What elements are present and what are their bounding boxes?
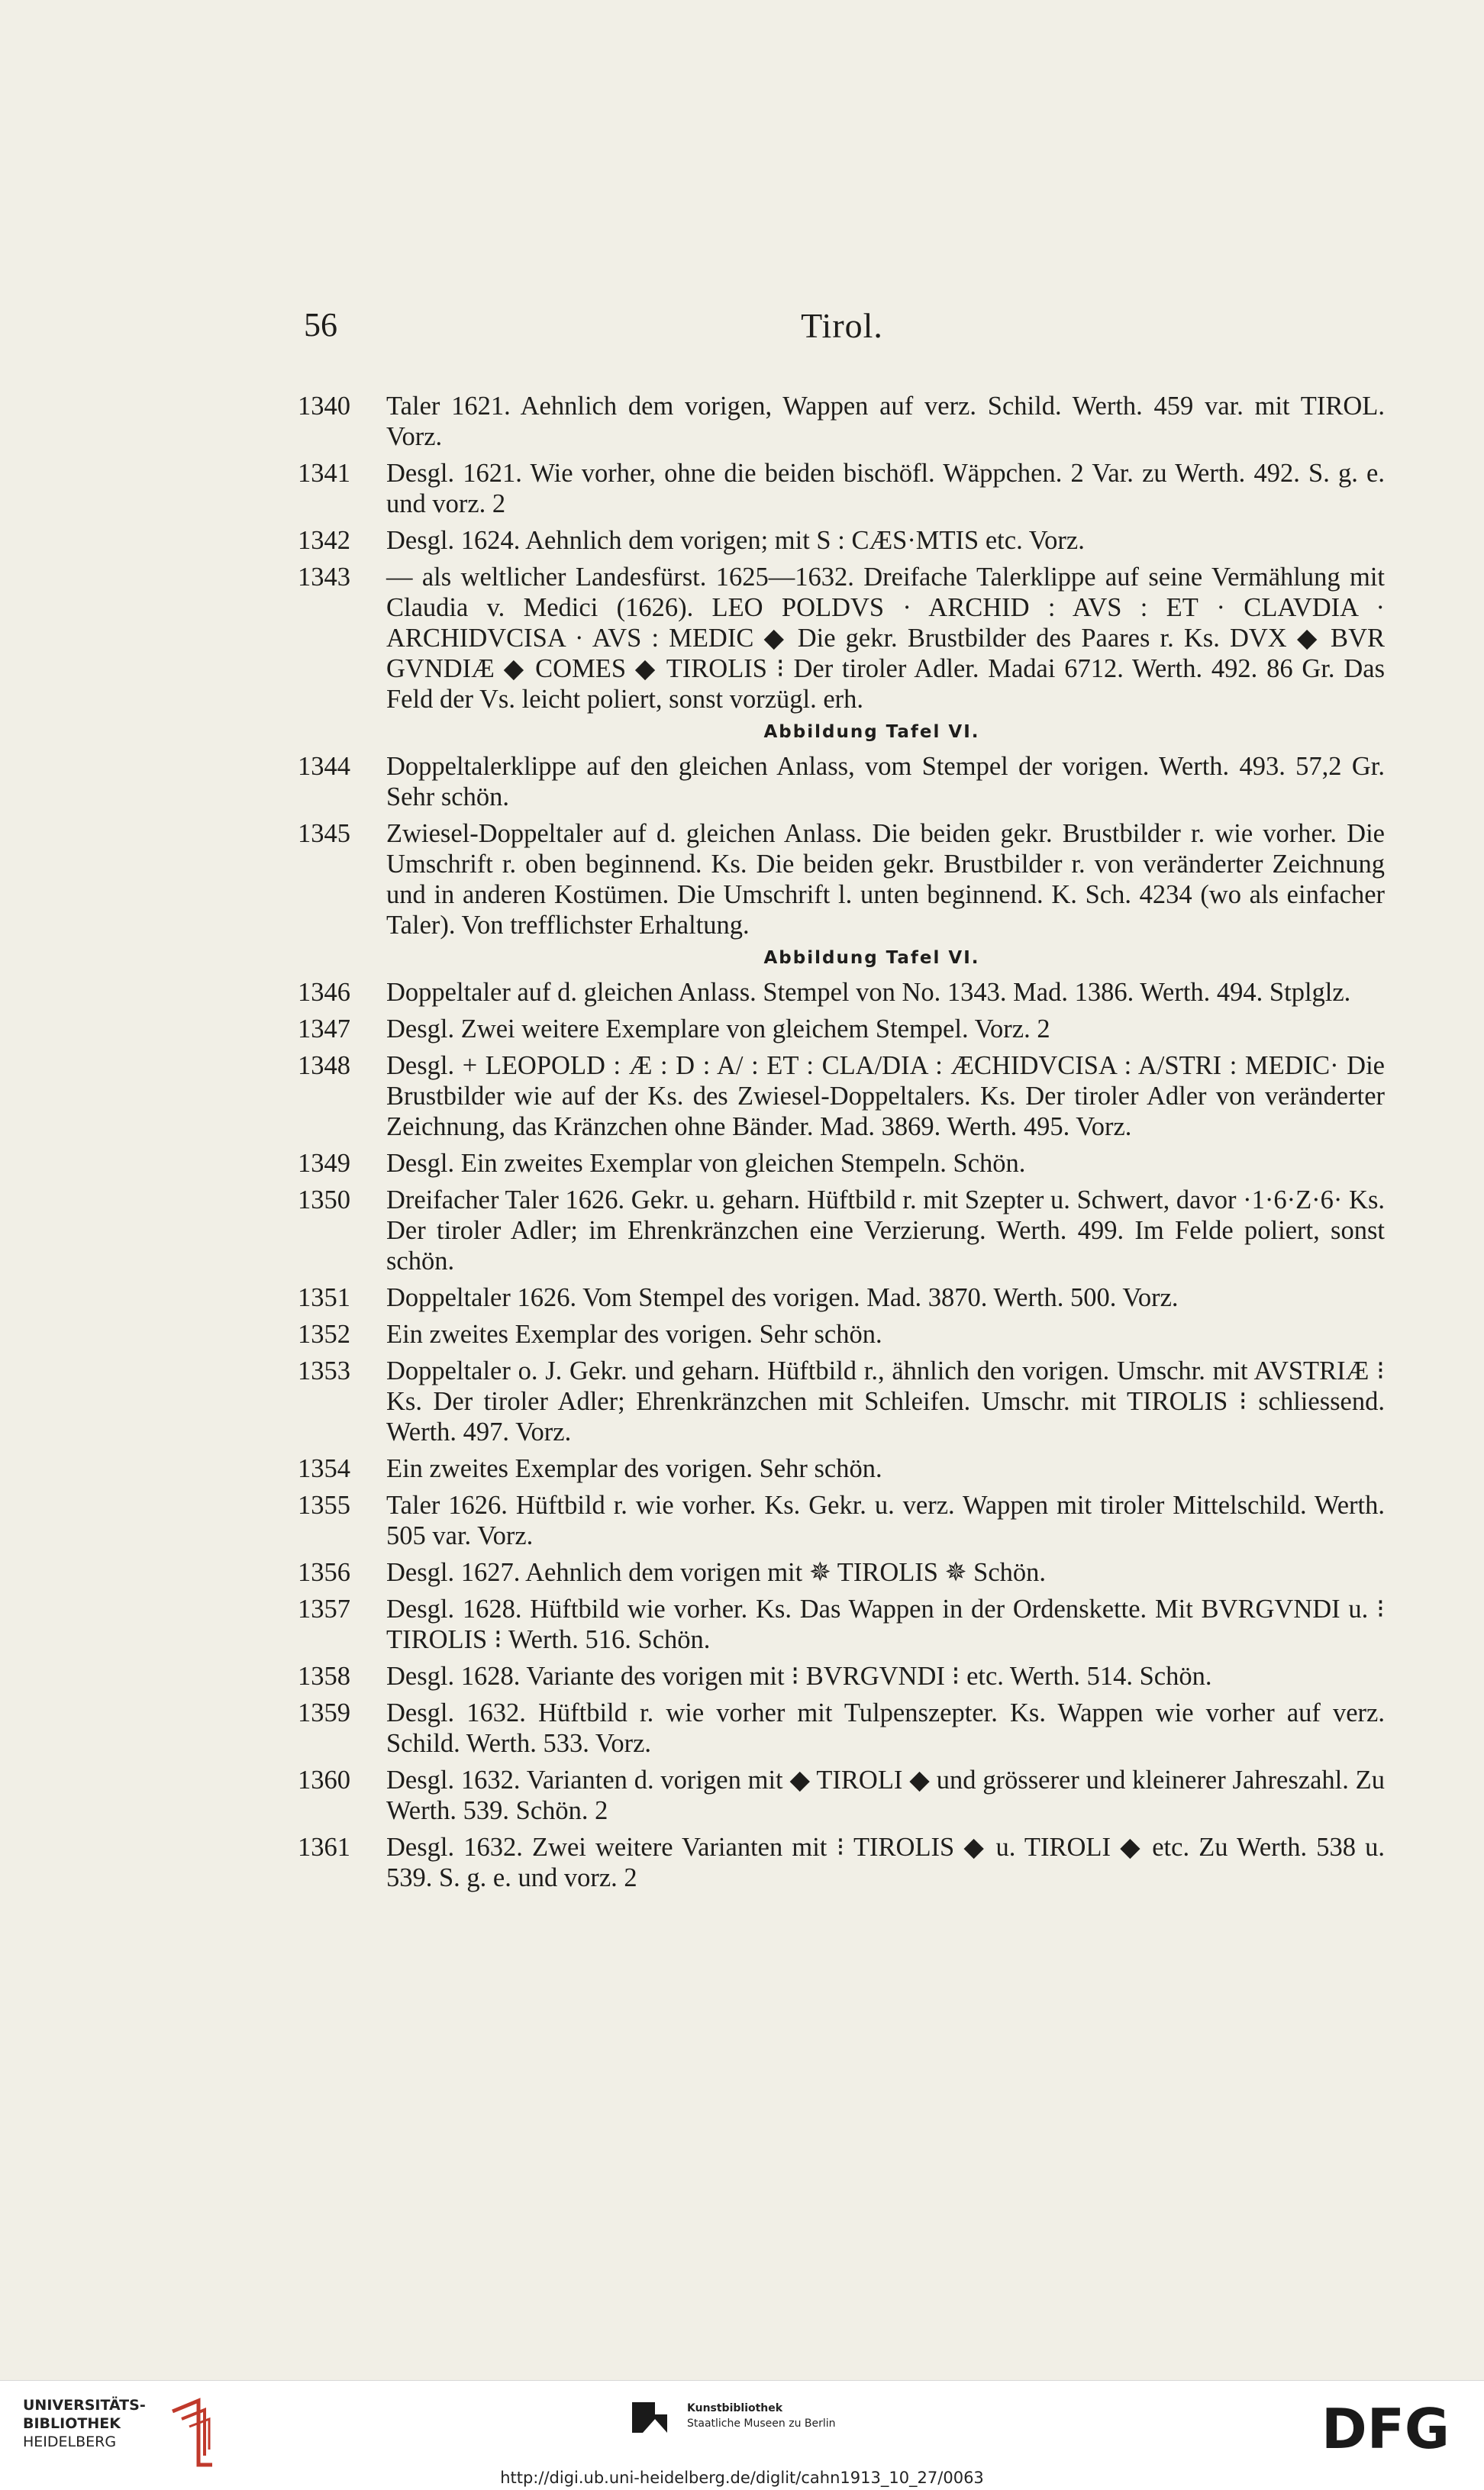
entry-number: 1352 <box>298 1320 350 1349</box>
kunstbibliothek-logo[interactable] <box>632 2398 861 2451</box>
ub-mark-icon <box>168 2396 217 2472</box>
entry-number: 1353 <box>298 1356 350 1385</box>
entry-text: Desgl. 1632. Varianten d. vorigen mit ◆ TIROLI ◆ und grösserer und kleinerer Jahreszahl. Zu Werth. 539. Schön. 2 <box>386 1766 1385 1825</box>
dfg-logo[interactable] <box>1313 2398 1458 2459</box>
kunstbibliothek-subtitle: Staatliche Museen zu Berlin <box>687 2417 836 2430</box>
entry-number: 1341 <box>298 459 350 488</box>
page-number: 56 <box>304 306 337 344</box>
entry-number: 1345 <box>298 819 350 848</box>
catalog-entry <box>298 525 1385 556</box>
catalog-entry <box>298 1319 1385 1350</box>
catalog-entry <box>298 1453 1385 1484</box>
catalog-entry <box>298 1557 1385 1588</box>
catalog-entry <box>298 562 1385 714</box>
entry-number: 1347 <box>298 1014 350 1043</box>
entry-text: Taler 1621. Aehnlich dem vorigen, Wappen auf verz. Schild. Werth. 459 var. mit TIROL. Vorz. <box>386 392 1385 451</box>
entry-text: Desgl. Zwei weitere Exemplare von gleichem Stempel. Vorz. 2 <box>386 1014 1050 1043</box>
entry-number: 1344 <box>298 752 350 781</box>
entry-number: 1357 <box>298 1595 350 1624</box>
entry-text: Doppeltaler o. J. Gekr. und geharn. Hüftbild r., ähnlich den vorigen. Umschr. mit AVSTRIÆ ⁝ Ks. Der tiroler Adler; Ehrenkränzchen mit Schleifen. Umschr. mit TIROLIS ⁝ schliessend. Werth. 497. Vorz. <box>386 1356 1385 1447</box>
entry-number: 1343 <box>298 563 350 592</box>
entry-text: Desgl. 1632. Hüftbild r. wie vorher mit Tulpenszepter. Ks. Wappen wie vorher auf verz. Schild. Werth. 533. Vorz. <box>386 1698 1385 1758</box>
library-line: BIBLIOTHEK <box>23 2415 121 2432</box>
catalog-entry <box>298 1185 1385 1276</box>
entry-number: 1354 <box>298 1454 350 1483</box>
entry-text: Desgl. + LEOPOLD : Æ : D : A/ : ET : CLA/DIA : ÆCHIDVCISA : A/STRI : MEDIC· Die Brustbilder wie auf der Ks. des Zwiesel-Doppeltalers. Ks. Der tiroler Adler von veränderter Zeichnung, das Kränzchen ohne Bänder. Mad. 3869. Werth. 495. Vorz. <box>386 1051 1385 1141</box>
entry-number: 1350 <box>298 1185 350 1214</box>
ub-heidelberg-logo[interactable] <box>23 2396 214 2465</box>
entry-text: Dreifacher Taler 1626. Gekr. u. geharn. Hüftbild r. mit Szepter u. Schwert, davor ·1·6·Z·6· Ks. Der tiroler Adler; im Ehrenkränzchen eine Verzierung. Werth. 499. Im Felde poliert, sonst schön. <box>386 1185 1385 1276</box>
library-line: UNIVERSITÄTS- <box>23 2397 146 2414</box>
plate-reference: Abbildung Tafel VI. <box>763 948 980 968</box>
plate-reference: Abbildung Tafel VI. <box>763 722 980 742</box>
catalog-entry <box>298 1050 1385 1142</box>
catalog-entry <box>298 1698 1385 1759</box>
entry-number: 1360 <box>298 1766 350 1795</box>
entry-number: 1355 <box>298 1491 350 1520</box>
entry-number: 1359 <box>298 1698 350 1727</box>
entry-number: 1348 <box>298 1051 350 1080</box>
entry-text: Desgl. 1627. Aehnlich dem vorigen mit ✵ TIROLIS ✵ Schön. <box>386 1558 1047 1587</box>
entry-text: Desgl. Ein zweites Exemplar von gleichen Stempeln. Schön. <box>386 1149 1026 1178</box>
entry-number: 1361 <box>298 1833 350 1862</box>
catalog-entry <box>298 1282 1385 1313</box>
entry-number: 1346 <box>298 978 350 1007</box>
entry-number: 1356 <box>298 1558 350 1587</box>
catalog-entry <box>298 1148 1385 1179</box>
entry-text: — als weltlicher Landesfürst. 1625—1632. Dreifache Talerklippe auf seine Vermählung mit Claudia v. Medici (1626). LEO POLDVS · ARCHID : AVS : ET · CLAVDIA · ARCHIDVCISA · AVS : MEDIC ◆ Die gekr. Brustbilder des Paares r. Ks. DVX ◆ BVR GVNDIÆ ◆ COMES ◆ TIROLIS ⁝ Der tiroler Adler. Madai 6712. Werth. 492. 86 Gr. Das Feld der Vs. leicht poliert, sonst vorzügl. erh. <box>386 563 1385 714</box>
catalog-entry <box>298 1765 1385 1826</box>
entry-text: Desgl. 1621. Wie vorher, ohne die beiden bischöfl. Wäppchen. 2 Var. zu Werth. 492. S. g. e. und vorz. 2 <box>386 459 1385 518</box>
entry-text: Doppeltaler 1626. Vom Stempel des vorigen. Mad. 3870. Werth. 500. Vorz. <box>386 1283 1179 1312</box>
footer-bar <box>0 2380 1484 2490</box>
catalog-entry <box>298 1594 1385 1655</box>
entry-text: Ein zweites Exemplar des vorigen. Sehr schön. <box>386 1320 882 1349</box>
entry-text: Taler 1626. Hüftbild r. wie vorher. Ks. Gekr. u. verz. Wappen mit tiroler Mittelschild. Werth. 505 var. Vorz. <box>386 1491 1385 1550</box>
dfg-wordmark: DFG <box>1321 2398 1450 2459</box>
catalog-entry <box>298 1661 1385 1692</box>
entry-text: Doppeltalerklippe auf den gleichen Anlass, vom Stempel der vorigen. Werth. 493. 57,2 Gr. Sehr schön. <box>386 752 1385 811</box>
catalog-entry <box>298 391 1385 452</box>
entry-number: 1358 <box>298 1662 350 1691</box>
entry-text: Desgl. 1628. Variante des vorigen mit ⁝ BVRGVNDI ⁝ etc. Werth. 514. Schön. <box>386 1662 1212 1691</box>
catalog-entry <box>298 751 1385 812</box>
entry-text: Desgl. 1632. Zwei weitere Varianten mit ⁝ TIROLIS ◆ u. TIROLI ◆ etc. Zu Werth. 538 u. 539. S. g. e. und vorz. 2 <box>386 1833 1385 1892</box>
catalog-entry <box>298 458 1385 519</box>
page-header <box>304 305 1380 359</box>
entry-text: Desgl. 1628. Hüftbild wie vorher. Ks. Das Wappen in der Ordenskette. Mit BVRGVNDI u. ⁝ TIROLIS ⁝ Werth. 516. Schön. <box>386 1595 1385 1654</box>
entry-text: Doppeltaler auf d. gleichen Anlass. Stempel von No. 1343. Mad. 1386. Werth. 494. Stplglz. <box>386 978 1351 1007</box>
catalog-entry <box>298 1490 1385 1551</box>
entry-number: 1351 <box>298 1283 350 1312</box>
catalog-entries <box>298 391 1385 1899</box>
entry-text: Ein zweites Exemplar des vorigen. Sehr schön. <box>386 1454 882 1483</box>
entry-text: Zwiesel-Doppeltaler auf d. gleichen Anlass. Die beiden gekr. Brustbilder r. wie vorher. Die Umschrift r. oben beginnend. Ks. Die beiden gekr. Brustbilder r. von veränderter Zeichnung und in anderen Kostümen. Die Umschrift l. unten beginnend. K. Sch. 4234 (wo als einfacher Taler). Von trefflichster Erhaltung. <box>386 819 1385 940</box>
entry-number: 1340 <box>298 392 350 421</box>
catalog-entry <box>298 818 1385 940</box>
entry-number: 1349 <box>298 1149 350 1178</box>
catalog-entry <box>298 1832 1385 1893</box>
library-line: HEIDELBERG <box>23 2434 117 2450</box>
catalog-entry <box>298 1356 1385 1447</box>
source-url[interactable]: http://digi.ub.uni-heidelberg.de/diglit/cahn1913_10_27/0063 <box>500 2469 984 2487</box>
kunstbibliothek-wordmark <box>687 2401 836 2431</box>
page-title: Tirol. <box>801 306 883 345</box>
kunstbibliothek-title: Kunstbibliothek <box>687 2402 783 2414</box>
entry-text: Desgl. 1624. Aehnlich dem vorigen; mit S : CÆS·MTIS etc. Vorz. <box>386 526 1085 555</box>
catalog-entry <box>298 1014 1385 1044</box>
kunstbibliothek-mark-icon <box>632 2398 675 2440</box>
catalog-entry <box>298 977 1385 1008</box>
entry-number: 1342 <box>298 526 350 555</box>
